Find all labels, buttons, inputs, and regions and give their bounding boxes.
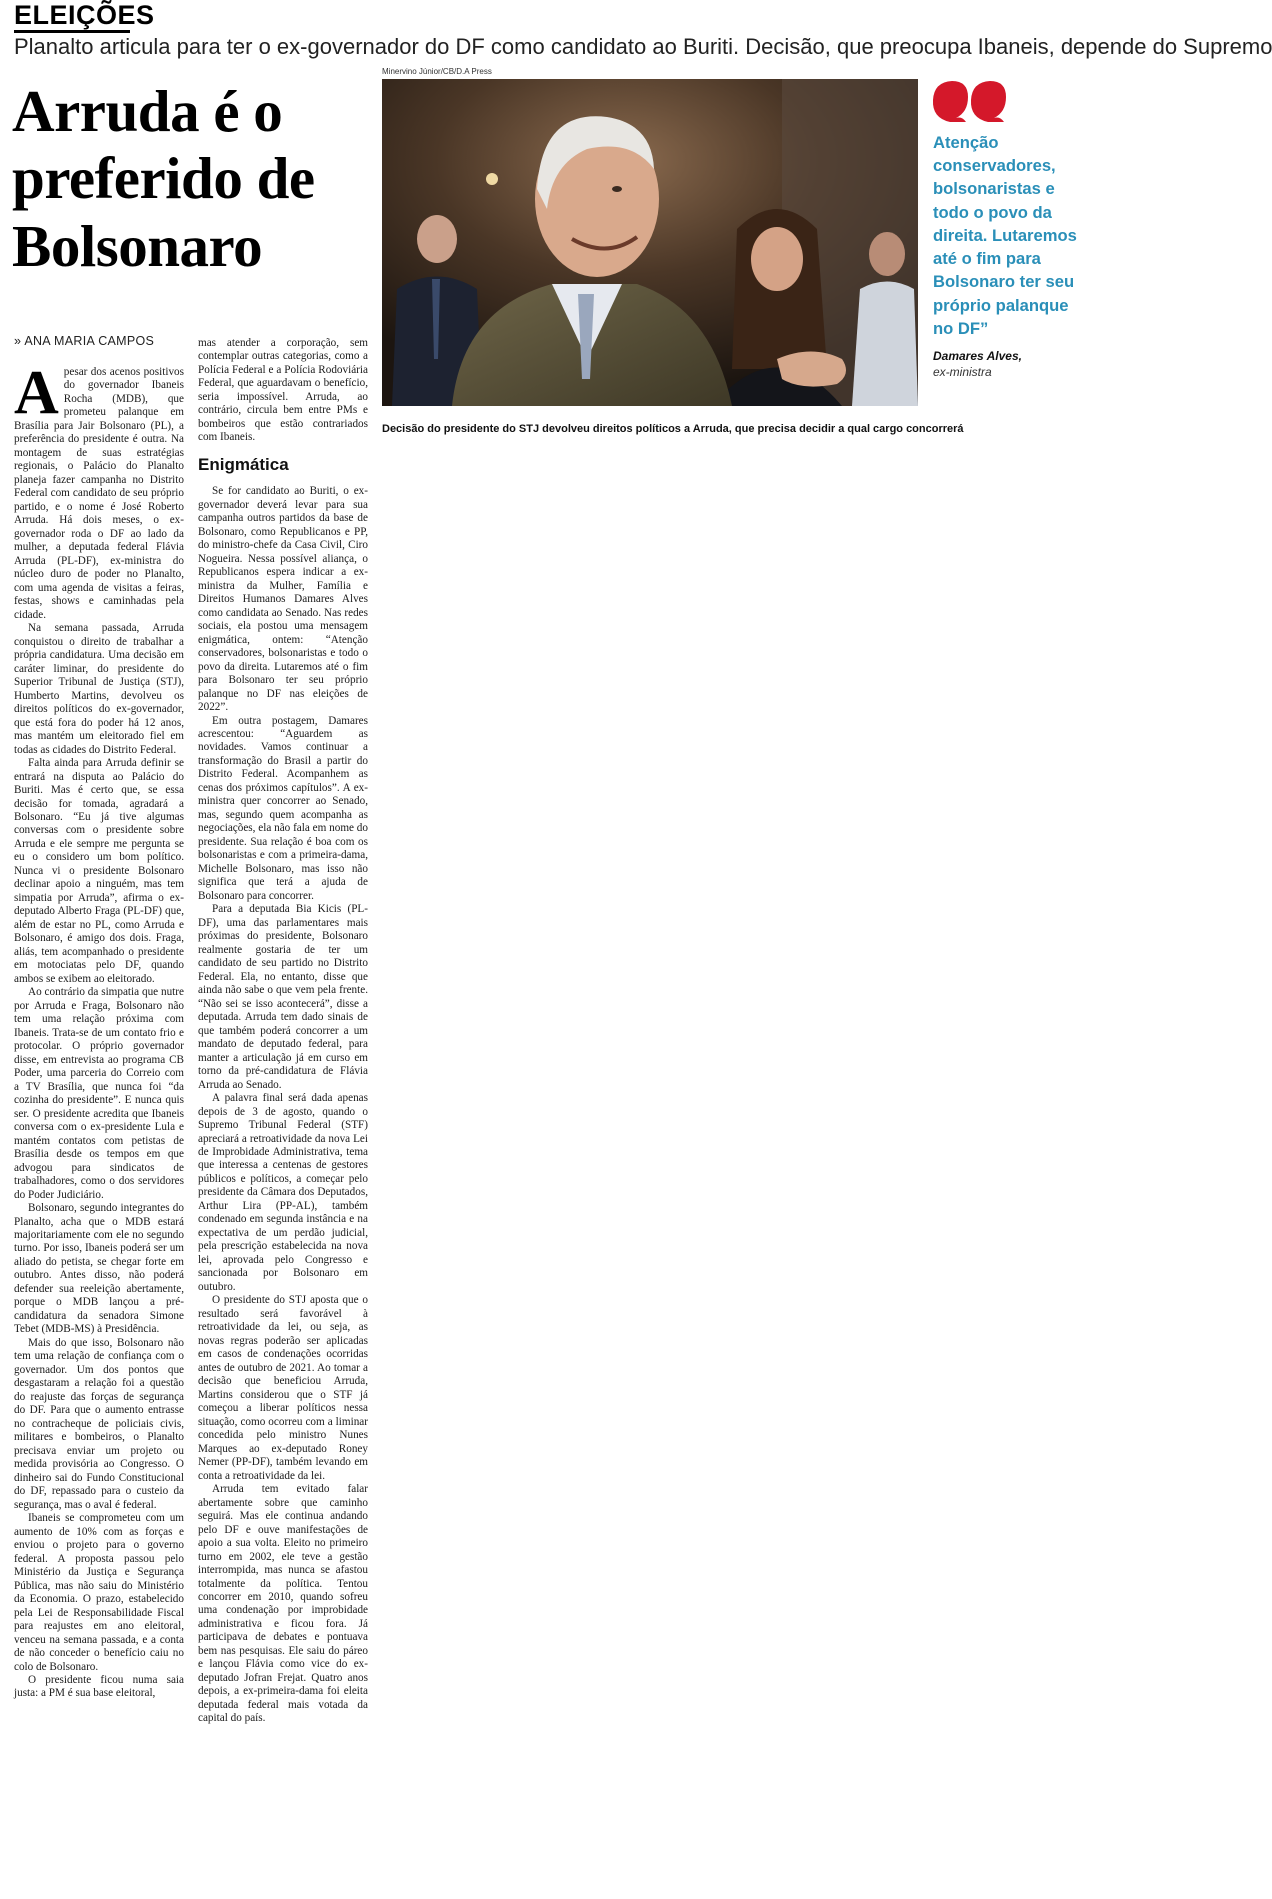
paragraph: Para a deputada Bia Kicis (PL-DF), uma das parlamentares mais próximas do presidente, Bolsonaro realmente gostaria de ter um candidato de seu partido no Distrito Federal. Ela, no entanto, disse que ainda não sabe o que vem pela frente. “Não sei se isso acontecerá”, disse a deputada. Arruda tem dado sinais de que também poderá concorrer a um mandato de deputado federal, para manter a articulação já em curso em torno da pré-candidatura de Flávia Arruda ao Senado. [198,903,368,1091]
byline: » ANA MARIA CAMPOS [14,334,155,348]
paragraph: Falta ainda para Arruda definir se entrará na disputa ao Palácio do Buriti. Mas é certo que, se essa decisão for tomada, agradará a Bolsonaro. “Eu já tive algumas conversas com o presidente sobre Arruda e ele sempre me pergunta se eu o considero um bom político. Nunca vi o presidente Bolsonaro declinar apoio a ninguém, mas tem simpatia por Arruda”, afirma o ex-deputado Alberto Fraga (PL-DF) que, além de estar no PL, como Arruda e Bolsonaro, é amigo dos dois. Fraga, aliás, tem acompanhado o presidente em motociatas pelo DF, quando ambos se exibem ao eleitorado. [14,757,184,985]
photo-illustration [382,79,918,406]
photo-credit: Minervino Júnior/CB/D.A Press [382,67,492,76]
kicker: Planalto articula para ter o ex-governador do DF como candidato ao Buriti. Decisão, que preocupa Ibaneis, depende do Supremo [14,34,1272,59]
paragraph: Em outra postagem, Damares acrescentou: “Aguardem as novidades. Vamos continuar a transformação do Brasil a partir do Distrito Federal. Acompanhem as cenas dos próximos capítulos”. A ex-ministra quer concorrer ao Senado, mas, segundo quem acompanha as negociações, ela não fala em nome do presidente. Sua relação é boa com os bolsonaristas e com a primeira-dama, Michelle Bolsonaro, mas isso não significa que terá a ajuda de Bolsonaro para concorrer. [198,714,368,902]
paragraph: Ibaneis se comprometeu com um aumento de 10% com as forças e enviou o projeto para o governo federal. A proposta passou pelo Ministério da Justiça e Segurança Pública, mas não saiu do Ministério da Economia. O prazo, estabelecido pela Lei de Responsabilidade Fiscal para reajustes em ano eleitoral, venceu na semana passada, e a conta de não conceder o benefício caiu no colo de Bolsonaro. [14,1512,184,1673]
article-column-1 [14,359,184,1886]
paragraph: O presidente ficou numa saia justa: a PM é sua base eleitoral, [14,1673,184,1700]
news-photo [382,79,918,406]
paragraph: Arruda tem evitado falar abertamente sobre que caminho seguirá. Mas ele continua andando pelo DF e ouve manifestações de apoio a sua volta. Eleito no primeiro turno em 2002, ele teve a gestão interrompida, mas nunca se afastou totalmente da política. Tentou concorrer em 2010, quando sofreu uma condenação por improbidade administrativa e ficou fora. Já participava de debates e pontuava bem nas pesquisas. Ele saiu do páreo e lançou Flávia como vice do ex-deputado Jofran Frejat. Quatro anos depois, a ex-primeira-dama foi eleita deputada federal mais votada da capital do país. [198,1483,368,1725]
paragraph-text: pesar dos acenos positivos do governador Ibaneis Rocha (MDB), que prometeu palanque em Brasília para Jair Bolsonaro (PL), a preferência do presidente é outra. Na montagem de suas estratégias regionais, o Palácio do Planalto planeja fazer campanha no Distrito Federal com candidato de seu próprio partido, e o nome é José Roberto Arruda. Há dois meses, o ex-governador roda o DF ao lado da mulher, a deputada federal Flávia Arruda (PL-DF), ex-ministra do núcleo duro de poder no Planalto, com uma agenda de visitas a feiras, festas, shows e caminhadas pela cidade. [14,366,184,621]
pull-quote: Atenção conservadores, bolsonaristas e todo o povo da direita. Lutaremos até o fim para Bolsonaro ter seu próprio palanque no DF” [933,133,1077,338]
paragraph: Mais do que isso, Bolsonaro não tem uma relação de confiança com o governador. Um dos pontos que desgastaram a relação foi a questão do reajuste das forças de segurança do DF. Para que o aumento entrasse no contracheque de policiais civis, militares e bombeiros, o Planalto precisava enviar um projeto ou medida provisória ao Congresso. O dinheiro sai do Fundo Constitucional do DF, repassado para o custeio da segurança, mas o aval é federal. [14,1336,184,1511]
section-label: ELEIÇÕES [14,0,155,30]
article-column-2 [198,337,368,1887]
paragraph [14,359,184,622]
dropcap: A [14,359,59,427]
paragraph: mas atender a corporação, sem contemplar outras categorias, como a Polícia Federal e a Polícia Rodoviária Federal, que aguardavam o benefício, seria impossível. Arruda, ao contrário, circula bem entre PMs e bombeiros que estão contrariados com Ibaneis. [198,337,368,444]
paragraph: O presidente do STJ aposta que o resultado será favorável à retroatividade da lei, ou seja, as novas regras poderão ser aplicadas em casos de condenações ocorridas antes de outubro de 2021. Ao tomar a decisão que beneficiou Arruda, Martins considerou que o STF já começou a liberar políticos nessa situação, como ocorreu com a liminar concedida pelo ministro Nunes Marques ao ex-deputado Roney Nemer (PP-DF), também levando em conta a retroatividade da lei. [198,1294,368,1482]
paragraph: Na semana passada, Arruda conquistou o direito de trabalhar a própria candidatura. Uma decisão em caráter liminar, do presidente do Superior Tribunal de Justiça (STJ), Humberto Martins, devolveu os direitos políticos do ex-governador, que está fora do poder há 12 anos, mas mantém um eleitorado fiel em todas as cidades do Distrito Federal. [14,622,184,756]
paragraph: A palavra final será dada apenas depois de 3 de agosto, quando o Supremo Tribunal Federal (STF) apreciará a retroatividade da nova Lei de Improbidade Administrativa, tema que interessa a centenas de gestores públicos e políticos, a começar pelo presidente da Câmara dos Deputados, Arthur Lira (PP-AL), também condenado em segunda instância e na expectativa de um perdão judicial, pela prescrição estabelecida na nova lei, aprovada pelo Congresso e sancionada por Bolsonaro em outubro. [198,1092,368,1293]
photo-caption: Decisão do presidente do STJ devolveu direitos políticos a Arruda, que precisa decidir a qual cargo concorrerá [382,423,964,435]
quote-mark-icon [932,78,1008,124]
quote-role: ex-ministra [933,365,992,379]
paragraph: Se for candidato ao Buriti, o ex-governador deverá levar para sua campanha outros partidos da base de Bolsonaro, como Republicanos e PP, do ministro-chefe da Casa Civil, Ciro Nogueira. Nessa possível aliança, o Republicanos espera indicar a ex-ministra da Mulher, Família e Direitos Humanos Damares Alves como candidata ao Senado. Nas redes sociais, ela postou uma mensagem enigmática, ontem: “Atenção conservadores, bolsonaristas e todo o povo da direita. Lutaremos até o fim para Bolsonaro ter seu próprio palanque no DF nas eleições de 2022”. [198,485,368,714]
paragraph: Ao contrário da simpatia que nutre por Arruda e Fraga, Bolsonaro não tem uma relação próxima com Ibaneis. Trata-se de um contato frio e protocolar. O próprio governador disse, em entrevista ao programa CB Poder, uma parceria do Correio com a TV Brasília, que nunca foi “da cozinha do presidente”. E nunca quis ser. O presidente acredita que Ibaneis conversa com o ex-presidente Lula e mantém contatos com petistas de Brasília desde os tempos em que advogou para sindicatos de trabalhadores, como o dos servidores do Poder Judiciário. [14,986,184,1201]
subheading: Enigmática [198,454,289,474]
quote-author: Damares Alves, [933,349,1022,363]
headline: Arruda é o preferido de Bolsonaro [12,78,315,279]
paragraph: Bolsonaro, segundo integrantes do Planalto, acha que o MDB estará majoritariamente com ele no segundo turno. Por isso, Ibaneis poderá ser um aliado do petista, se chegar forte em outubro. Antes disso, não poderá defender sua reeleição abertamente, porque o MDB lançou a pré-candidatura da senadora Simone Tebet (MDB-MS) à Presidência. [14,1202,184,1336]
